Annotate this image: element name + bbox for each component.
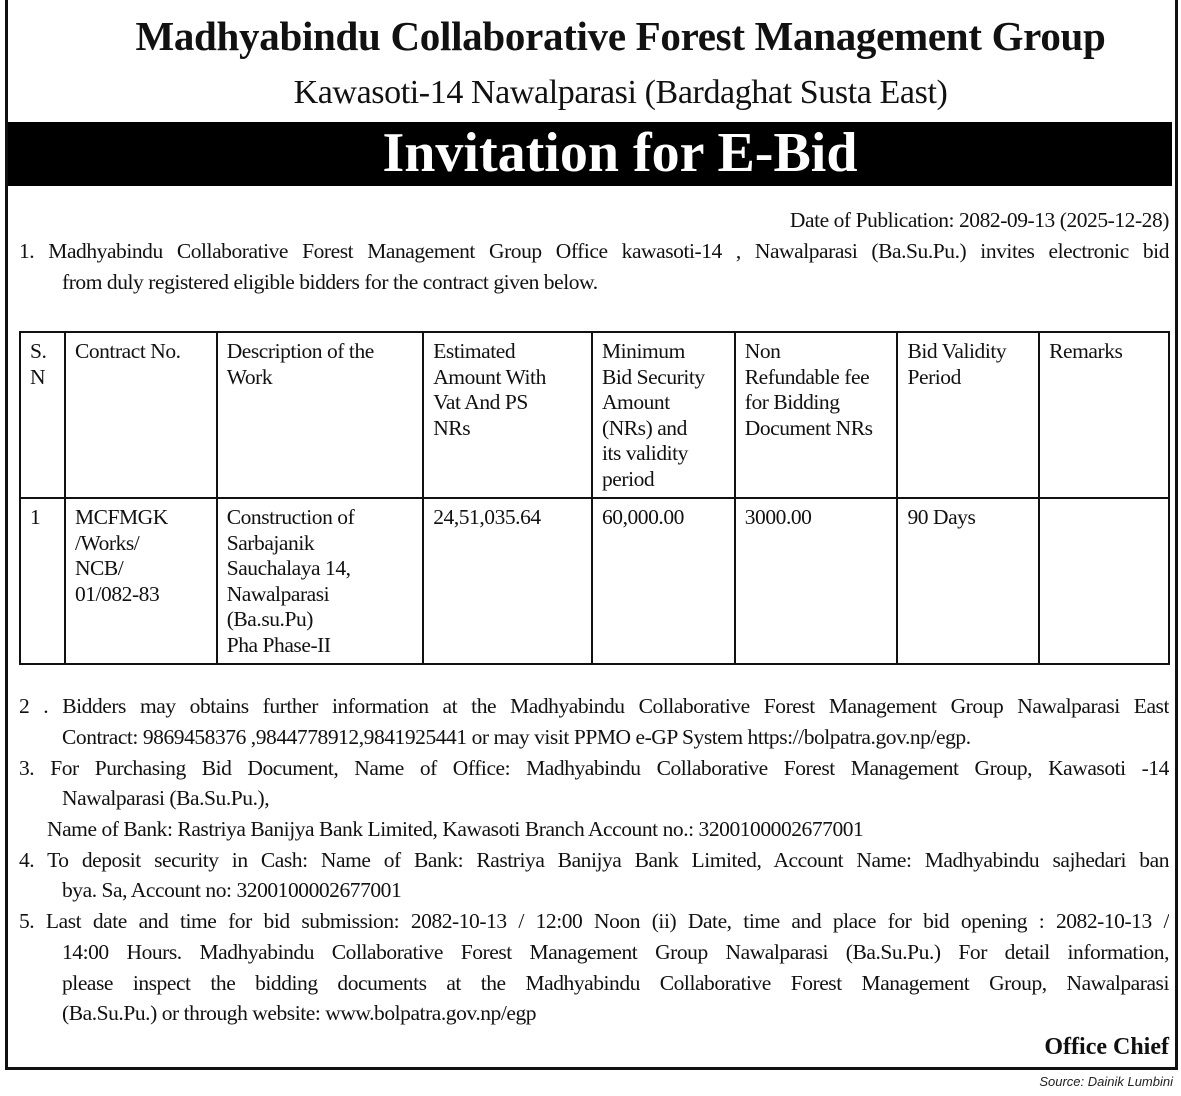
paragraph-line: from duly registered eligible bidders for the contract given below. — [62, 270, 598, 294]
paragraph-line: bya. Sa, Account no: 3200100002677001 — [62, 878, 402, 902]
paragraph-line: 3. For Purchasing Bid Document, Name of Office: Madhyabindu Collaborative Forest Management Group, Kawasoti -14 — [19, 756, 1169, 780]
header-description: Description of the Work — [217, 332, 424, 498]
organization-title: Madhyabindu Collaborative Forest Management Group — [135, 13, 1106, 59]
header-bid-validity: Bid Validity Period — [897, 332, 1039, 498]
header-contract-no: Contract No. — [65, 332, 217, 498]
cell-contract-no: MCFMGK /Works/ NCB/ 01/082-83 — [65, 498, 217, 664]
header-remarks: Remarks — [1039, 332, 1169, 498]
header-sn: S. N — [20, 332, 65, 498]
cell-description: Construction of Sarbajanik Sauchalaya 14, Nawalparasi (Ba.su.Pu) Pha Phase-II — [217, 498, 424, 664]
paragraph-line: Contract: 9869458376 ,9844778912,9841925441 or may visit PPMO e-GP System https://bolpatra.gov.np/egp. — [62, 725, 971, 749]
cell-sn: 1 — [20, 498, 65, 664]
paragraph-line: Nawalparasi (Ba.Su.Pu.), — [62, 786, 270, 810]
paragraph-line: 2 . Bidders may obtains further information at the Madhyabindu Collaborative Forest Management Group Nawalparasi East — [19, 694, 1169, 718]
cell-estimated-amount: 24,51,035.64 — [423, 498, 592, 664]
table-header-row — [20, 332, 1169, 498]
paragraph-line: please inspect the bidding documents at the Madhyabindu Collaborative Forest Management Group, Nawalparasi — [62, 971, 1169, 995]
paragraph-line: Name of Bank: Rastriya Banijya Bank Limited, Kawasoti Branch Account no.: 3200100002677001 — [47, 817, 864, 841]
cell-remarks — [1039, 498, 1169, 664]
paragraph-line: 4. To deposit security in Cash: Name of Bank: Rastriya Banijya Bank Limited, Account Name: Madhyabindu sajhedari ban — [19, 848, 1169, 872]
contract-table — [19, 331, 1170, 665]
header-bid-security: Minimum Bid Security Amount (NRs) and its validity period — [592, 332, 735, 498]
paragraph-line: 14:00 Hours. Madhyabindu Collaborative Forest Management Group Nawalparasi (Ba.Su.Pu.) For detail information, — [62, 940, 1169, 964]
header-estimated-amount: Estimated Amount With Vat And PS NRs — [423, 332, 592, 498]
source-credit: Source: Dainik Lumbini — [1039, 1074, 1173, 1089]
header-document-fee: Non Refundable fee for Bidding Document NRs — [735, 332, 898, 498]
notice-banner: Invitation for E-Bid — [8, 122, 1172, 186]
organization-address: Kawasoti-14 Nawalparasi (Bardaghat Susta East) — [293, 74, 948, 111]
cell-bid-security: 60,000.00 — [592, 498, 735, 664]
paragraph-line: 1. Madhyabindu Collaborative Forest Management Group Office kawasoti-14 , Nawalparasi (Ba.Su.Pu.) invites electronic bid — [19, 239, 1169, 263]
paragraph-line: (Ba.Su.Pu.) or through website: www.bolpatra.gov.np/egp — [62, 1001, 537, 1025]
cell-bid-validity: 90 Days — [897, 498, 1039, 664]
cell-document-fee: 3000.00 — [735, 498, 898, 664]
paragraph-line: 5. Last date and time for bid submission: 2082-10-13 / 12:00 Noon (ii) Date, time and place for bid opening : 2082-10-13 / — [19, 909, 1169, 933]
table-row — [20, 498, 1169, 664]
signature-office-chief: Office Chief — [1044, 1034, 1169, 1060]
publication-date: Date of Publication: 2082-09-13 (2025-12-28) — [789, 208, 1169, 232]
